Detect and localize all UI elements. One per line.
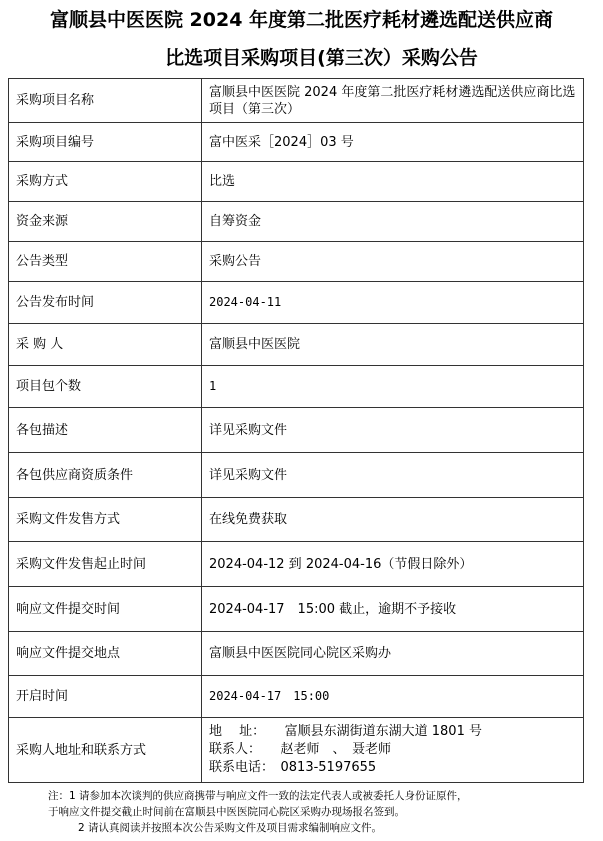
table-row <box>9 79 584 123</box>
table-row <box>9 718 584 783</box>
note-line-3: 2 请认真阅读并按照本次公告采购文件及项目需求编制响应文件。 <box>78 822 383 834</box>
table-row <box>9 587 584 632</box>
row-label: 公告类型 <box>9 242 202 282</box>
announcement-title-line-1: 富顺县中医医院 2024 年度第二批医疗耗材遴选配送供应商 <box>49 9 554 31</box>
row-label: 采购文件发售起止时间 <box>9 542 202 587</box>
table-row <box>9 676 584 718</box>
row-value: 2024-04-17 15:00 <box>202 676 584 718</box>
row-value: 富顺县中医医院 2024 年度第二批医疗耗材遴选配送供应商比选项目（第三次） <box>202 79 584 123</box>
row-label: 开启时间 <box>9 676 202 718</box>
row-label: 项目包个数 <box>9 366 202 408</box>
table-row <box>9 542 584 587</box>
row-value: 采购公告 <box>202 242 584 282</box>
row-value: 自筹资金 <box>202 202 584 242</box>
row-label: 公告发布时间 <box>9 282 202 324</box>
row-value: 2024-04-17 15:00 截止，逾期不予接收 <box>202 587 584 632</box>
row-value: 详见采购文件 <box>202 408 584 453</box>
table-row <box>9 498 584 542</box>
row-value: 1 <box>202 366 584 408</box>
row-label: 采 购 人 <box>9 324 202 366</box>
table-row <box>9 324 584 366</box>
announcement-title-line-2: 比选项目采购项目(第三次）采购公告 <box>165 47 478 69</box>
notes <box>48 788 588 836</box>
contact-phone: 联系电话： 0813-5197655 <box>209 760 377 775</box>
announcement-table <box>8 78 584 783</box>
contact-person: 联系人： 赵老师 、 聂老师 <box>209 742 392 757</box>
row-label: 响应文件提交时间 <box>9 587 202 632</box>
table-row <box>9 202 584 242</box>
contact-details <box>202 718 584 783</box>
row-label: 各包描述 <box>9 408 202 453</box>
table-row <box>9 632 584 676</box>
table-row <box>9 162 584 202</box>
table-row <box>9 123 584 162</box>
row-value: 富顺县中医医院 <box>202 324 584 366</box>
row-value: 详见采购文件 <box>202 453 584 498</box>
row-value: 2024-04-11 <box>202 282 584 324</box>
contact-address: 地 址： 富顺县东湖街道东湖大道 1801 号 <box>209 724 482 739</box>
row-value: 富顺县中医医院同心院区采购办 <box>202 632 584 676</box>
row-label: 响应文件提交地点 <box>9 632 202 676</box>
row-value: 比选 <box>202 162 584 202</box>
row-label: 采购方式 <box>9 162 202 202</box>
table-row <box>9 242 584 282</box>
row-label: 资金来源 <box>9 202 202 242</box>
row-label: 采购项目编号 <box>9 123 202 162</box>
table-row <box>9 453 584 498</box>
note-line-1: 注：1 请参加本次谈判的供应商携带与响应文件一致的法定代表人或被委托人身份证原件， <box>48 790 468 802</box>
table-row <box>9 282 584 324</box>
table-row <box>9 366 584 408</box>
row-value: 富中医采［2024］03 号 <box>202 123 584 162</box>
row-label: 各包供应商资质条件 <box>9 453 202 498</box>
note-line-2: 于响应文件提交截止时间前在富顺县中医医院同心院区采购办现场报名签到。 <box>48 806 405 818</box>
row-label: 采购文件发售方式 <box>9 498 202 542</box>
contact-label: 采购人地址和联系方式 <box>9 718 202 783</box>
row-label: 采购项目名称 <box>9 79 202 123</box>
table-row <box>9 408 584 453</box>
row-value: 在线免费获取 <box>202 498 584 542</box>
row-value: 2024-04-12 到 2024-04-16（节假日除外） <box>202 542 584 587</box>
